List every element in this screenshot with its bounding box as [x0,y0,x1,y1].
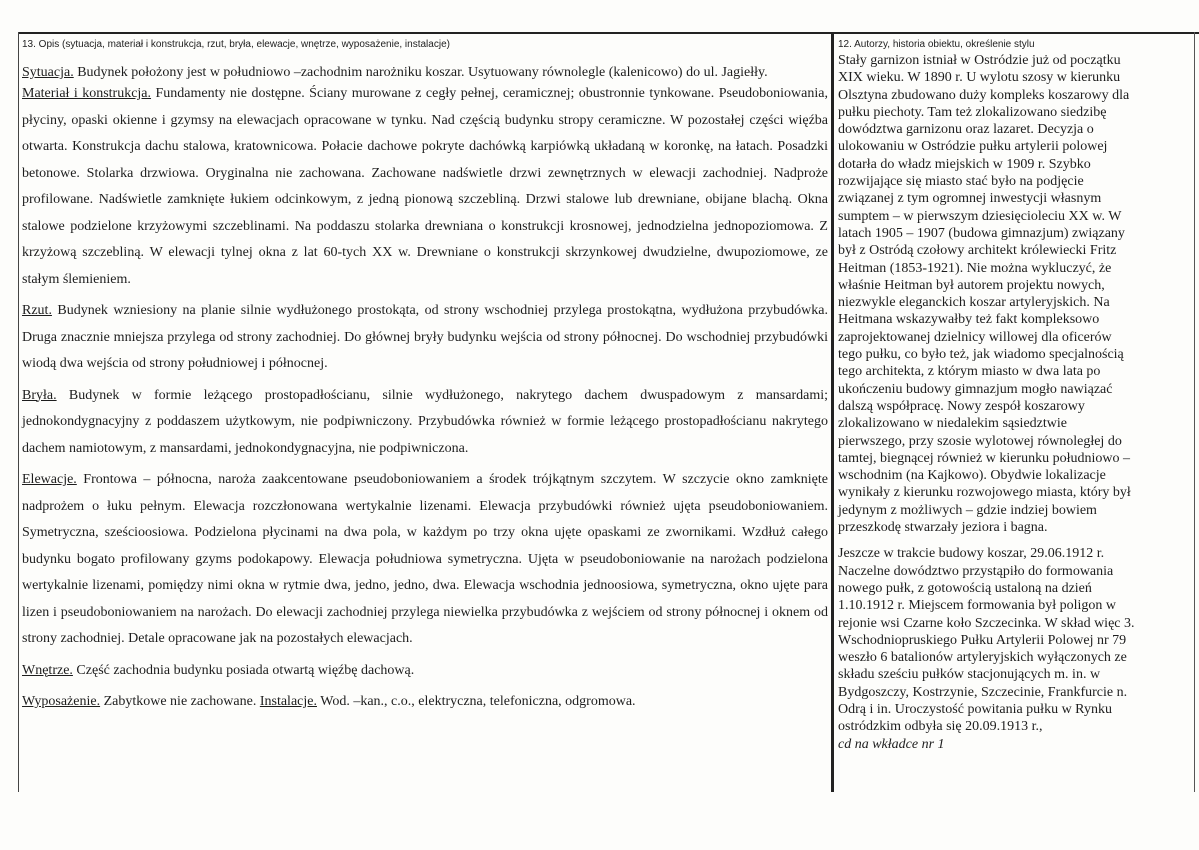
history-line: Bydgoszczy, Kostrzynie, Szczecinie, Frankfurcie n. [838,684,1128,700]
rzut-label: Rzut. [22,303,52,318]
history-line: wynikały z kierunku rozwojowego miasta, który był [838,485,1131,501]
wnetrze-label: Wnętrze. [22,662,73,678]
history-line: XIX wieku. W 1890 r. U wylotu szosy w kierunku [838,70,1121,86]
history-line: składu sześciu pułków stacjonujących m. in. w [838,667,1101,683]
material-text: Fundamenty nie dostępne. Ściany murowane z cegły pełnej, ceramicznej; obustronnie tynkowane. Pseudoboniowania, płyciny, opaski okienne i gzymsy na elewacjach opracowane w tynku. Nad częścią budynku stropy ceramiczne. W pozostałej części więźba otwarta. Konstrukcja dachu stalowa, kratownicowa. Połacie dachowe pokryte dachówką karpiówką układaną w koronkę, na łatach. Posadzki betonowe. Stolarka drzwiowa. Oryginalna nie zachowana. Zachowane nadświetle drzwi zewnętrznych w elewacji zachodniej. Nadproże profilowane. Nadświetle zamknięte łukiem odcinkowym, z jedną pionową szczebliną. Drzwi stalowe lub drewniane, obijane blachą. Okna stalowe podzielone krzyżowymi szczeblinami. Na poddaszu stolarka drewniana o konstrukcji krosnowej, jednodzielna jednopoziomowa. Z krzyżową szczebliną. W elewacji tylnej okna z lat 60-tych XX w. Drewniane o konstrukcji skrzynkowej dwudzielne, dwupoziomowe, ze stałym ślemieniem. [22,86,828,287]
bryla-paragraph [22,383,828,463]
history-column [838,52,1182,753]
history-line: jedynym z możliwych – gdzie indziej bowiem [838,502,1097,518]
history-line: zaprojektowanej dzielnicy willowej dla oficerów [838,329,1112,345]
history-line: był z Ostródą czołowy architekt królewiecki Fritz [838,243,1117,259]
history-paragraph-2 [838,545,1182,735]
material-label: Materiał i konstrukcja. [22,86,152,101]
history-line: wschodnim (na Kajkowo). Obydwie lokalizacje [838,468,1106,484]
history-line: dalszą współpracę. Nowy zespół koszarowy [838,398,1085,414]
wyposazenie-paragraph [22,689,828,716]
sytuacja-paragraph [22,64,828,81]
right-border-line [1194,32,1195,792]
history-line: związanej z tym ogromnej inwestycji własnym [838,191,1102,207]
history-line: ostródzkim odbyła się 20.09.1913 r., [838,719,1043,735]
history-section-header: 12. Autorzy, historia obiektu, określenie stylu [838,39,1035,50]
history-line: 1.10.1912 r. Miejscem formowania był poligon w [838,598,1117,614]
wyposazenie-text: Zabytkowe nie zachowane. [100,694,260,709]
bryla-label: Bryła. [22,387,57,403]
continued-note: cd na wkładce nr 1 [838,736,945,752]
history-line: rozwijające się miasto stać było na podjęcie [838,174,1084,190]
history-line: pułku piechoty. Tam też zlokalizowano siedzibę [838,104,1107,120]
bryla-text: Budynek w formie leżącego prostopadłościanu, silnie wydłużonego, nakrytego dachem dwuspadowym z mansardami; jednokondygnacyjny z poddaszem użytkowym, nie podpiwniczony. Przybudówka również w formie leżącego prostopadłościanu nakrytego dachem namiotowym, z mansardami, jednokondygnacyjna, nie podpiwniczona. [22,387,828,456]
history-line: zlokalizowano w niedalekim sąsiedztwie [838,416,1067,432]
instalacje-label: Instalacje. [259,694,317,709]
history-line: Heitmana wskazywałby też fakt kompleksowo [838,312,1100,328]
history-line: Naczelne dowództwo przystąpiło do formowania [838,563,1114,579]
rzut-text: Budynek wzniesiony na planie silnie wydłużonego prostokąta, od strony wschodniej przylega prostokątna, wydłużona przybudówka. Druga znacznie mniejsza przylega od strony zachodniej. Do głównej bryły budynku wejścia od strony północnej. Do wschodniej przybudówki wiodą dwa wejścia od strony południowej i północnej. [22,303,828,371]
column-divider-line [831,32,834,792]
elewacje-paragraph [22,467,828,653]
history-line: Odrą i in. Uroczystość powitania pułku w Rynku [838,701,1112,717]
history-paragraph-1 [838,52,1182,536]
sytuacja-label: Sytuacja. [22,65,74,80]
history-line: właśnie Heitman był autorem projektu nowych, [838,277,1105,293]
history-line: latach 1905 – 1907 (budowa gimnazjum) związany [838,225,1125,241]
description-section-header: 13. Opis (sytuacja, materiał i konstrukcja, rzut, bryła, elewacje, wnętrze, wyposażenie, instalacje) [22,39,450,50]
history-line: tamtej, biegnącej również w kierunku południowo – [838,450,1130,466]
history-line: sumptem – w pierwszym dziesięcioleciu XX w. W [838,208,1122,224]
sytuacja-text: Budynek położony jest w południowo –zachodnim narożniku koszar. Usytuowany równolegle (kalenicowo) do ul. Jagiełły. [73,65,768,80]
wyposazenie-label: Wyposażenie. [22,694,101,709]
history-line: Stały garnizon istniał w Ostródzie już od początku [838,53,1121,68]
history-line: dotarła do władz miejskich w 1909 r. Szybko [838,156,1091,172]
history-line: Olsztyna zbudowano duży kompleks koszarowy dla [838,87,1130,103]
description-column [22,64,828,721]
rzut-paragraph [22,298,828,378]
history-line: pierwszego, przy szosie wylotowej równoległej do [838,433,1122,449]
history-line: ukończeniu budowy gimnazjum mogło nawiązać [838,381,1113,397]
elewacje-label: Elewacje. [22,472,77,487]
top-border-line [18,32,1199,34]
history-line: przeszkodę stwarzały jeziora i bagna. [838,520,1048,536]
history-line: tego architekta, z którym miasto w dwa lata po [838,364,1101,380]
wnetrze-paragraph [22,658,828,685]
history-line: weszło 6 batalionów artyleryjskich wyłączonych ze [838,650,1127,666]
history-line: niezwykle eleganckich koszar artyleryjskich. Na [838,295,1110,311]
history-line: dowództwa garnizonu oraz lazaret. Decyzja o [838,122,1094,138]
wnetrze-text: Część zachodnia budynku posiada otwartą więźbę dachową. [72,662,415,678]
history-line: Heitman (1853-1921). Nie można wykluczyć, że [838,260,1112,276]
material-paragraph [22,81,828,293]
instalacje-text: Wod. –kan., c.o., elektryczna, telefoniczna, odgromowa. [316,694,636,709]
history-line: ulokowaniu w Ostródzie pułku artylerii polowej [838,139,1108,155]
history-line: Jeszcze w trakcie budowy koszar, 29.06.1912 r. [838,546,1105,562]
history-line: Wschodniopruskiego Pułku Artylerii Polowej nr 79 [838,632,1127,648]
left-border-line [18,32,19,792]
history-line: rejonie wsi Czarne koło Szczecinka. W skład więc 3. [838,615,1135,631]
paragraph-gap [838,536,1182,545]
history-line: nowego pułk, z gotowością ustaloną na dzień [838,580,1092,596]
history-line: tego pułku, co było też, jak wiadomo specjalnością [838,347,1124,363]
elewacje-text: Frontowa – północna, naroża zaakcentowane pseudoboniowaniem a środek trójkątnym szczytem. W szczycie okno zamknięte nadprożem o łuku pełnym. Elewacja rozczłonowana wertykalnie lizenami. Elewacja przybudówki również ujęta pseudoboniowaniem. Symetryczna, sześcioosiowa. Podzielona płycinami na dwa pola, w każdym po trzy okna ujęte opaskami ze zwornikami. Wzdłuż całego budynku bogato profilowany gzyms podokapowy. Elewacja południowa symetryczna. Ujęta w pseudoboniowanie na narożach podzielona wertykalnie lizenami, pomiędzy nimi okna w rytmie dwa, jedno, jedno, dwa. Elewacja wschodnia jednoosiowa, symetryczna, okno ujęte para lizen i pseudoboniowaniem na narożach. Do elewacji zachodniej przylega niewielka przybudówka z wejściem od strony północnej i oknem od strony zachodniej. Detale opracowane jak na pozostałych elewacjach. [22,472,828,646]
